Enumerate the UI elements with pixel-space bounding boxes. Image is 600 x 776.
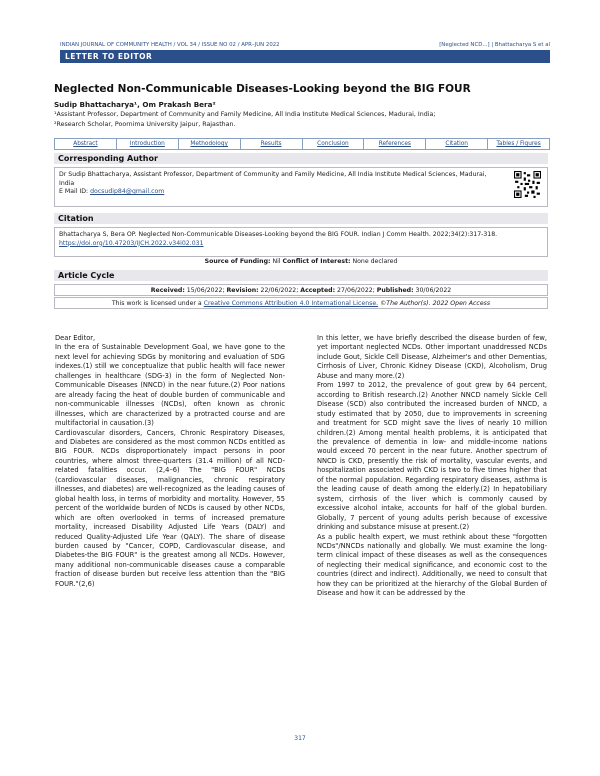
cycle-dates xyxy=(54,284,548,296)
journal-info: INDIAN JOURNAL OF COMMUNITY HEALTH / VOL 34 / ISSUE NO 02 / APR–JUN 2022 xyxy=(60,42,280,48)
article-authors: Sudip Bhattacharya¹, Om Prakash Bera² xyxy=(54,100,216,109)
published-date: 30/06/2022 xyxy=(413,287,452,294)
running-header xyxy=(60,42,550,48)
nav-introduction[interactable]: Introduction xyxy=(117,139,179,149)
published-label: Published: xyxy=(376,287,414,294)
funding-line xyxy=(54,258,548,265)
accepted-label: Accepted: xyxy=(300,287,336,294)
corresponding-heading: Corresponding Author xyxy=(58,154,158,163)
citation-heading-bar xyxy=(54,213,548,224)
license-prefix: This work is licensed under a xyxy=(111,300,204,307)
body-paragraph: As a public health expert, we must rethink about these "forgotten NCDs"/NNCDs nationally and globally. We must examine the long-term clinical impact of these diseases as well as the consequences of neglecting their medical significance, and economic cost to the countries (direct and indirect). Additionally, we need to consult that how they can be prioritized at the hierarchy of the Global Burden of Disease and how it can be addressed by the xyxy=(317,532,547,598)
received-date: 15/06/2022; xyxy=(184,287,227,294)
nav-results[interactable]: Results xyxy=(241,139,303,149)
conflict-value: None declared xyxy=(350,258,398,265)
license-suffix: ©The Author(s). 2022 Open Access xyxy=(378,300,491,307)
nav-conclusion[interactable]: Conclusion xyxy=(303,139,365,149)
funding-label: Source of Funding: xyxy=(204,258,271,265)
nav-citation[interactable]: Citation xyxy=(426,139,488,149)
citation-box xyxy=(54,227,548,257)
corresponding-box xyxy=(54,167,548,207)
conflict-label: Conflict of Interest: xyxy=(282,258,351,265)
doi-link[interactable]: https://doi.org/10.47203/IJCH.2022.v34i02.031 xyxy=(59,239,204,247)
cycle-heading-bar xyxy=(54,270,548,281)
nav-methodology[interactable]: Methodology xyxy=(179,139,241,149)
corresponding-text: Dr Sudip Bhattacharya, Assistant Professor, Department of Community and Family Medicine, All India Institute Medical Sciences, Madurai, India xyxy=(59,171,487,187)
body-left-column xyxy=(55,334,285,589)
nav-tables-figures[interactable]: Tables / Figures xyxy=(496,141,541,147)
nav-references[interactable]: References xyxy=(364,139,426,149)
revision-label: Revision: xyxy=(226,287,259,294)
running-title: [Neglected NCD...] | Bhattacharya S et al xyxy=(439,42,550,48)
section-bar xyxy=(60,50,550,63)
accepted-date: 27/06/2022; xyxy=(335,287,377,294)
page-number: 317 xyxy=(294,735,306,742)
qr-code-icon xyxy=(514,171,541,198)
section-label: LETTER TO EDITOR xyxy=(65,52,153,61)
corresponding-heading-bar xyxy=(54,153,548,164)
body-paragraph: Cardiovascular disorders, Cancers, Chronic Respiratory Diseases, and Diabetes are considered as the most common NCDs entitled as BIG FOUR. NCDs disproportionately impact persons in poor countries, where almost three-quarters (31.4 million) of all NCD-related fatalities occur. (2,4–6) The "BIG FOUR" NCDs (cardiovascular diseases, malignancies, chronic respiratory illnesses, and diabetes) are well-recognized as the leading causes of global health loss, in terms of morbidity and mortality. However, 55 percent of the worldwide burden of NCDs is caused by other NCDs, which are often overlooked in terms of increased premature mortality, increased Disability Adjusted Life Years (DALY) and reduced Quality-Adjusted Life Year (QALY). The share of disease burden caused by "Cancer, COPD, Cardiovascular disease, and Diabetes-the BIG FOUR" is the greatest among all NCDs. However, many additional non-communicable diseases cause a comparable fraction of disease burden but receive less attention than the "BIG FOUR."(2,6) xyxy=(55,428,285,588)
salutation: Dear Editor, xyxy=(55,334,96,342)
body-paragraph: In the era of Sustainable Development Goal, we have gone to the next level for achieving SDGs by monitoring and evaluation of SDG indexes.(1) still we conceptualize that public health will face newer challenges in healthcare (SDG-3) in the form of Neglected Non-Communicable Diseases (NNCD) in the near future.(2) Poor nations are already facing the heat of double burden of communicable and non-communicable illnesses (NCDs), often known as chronic illnesses, which are characterized by a protracted course and are multifactorial in causation.(3) xyxy=(55,343,285,428)
article-title: Neglected Non-Communicable Diseases-Looking beyond the BIG FOUR xyxy=(54,83,471,95)
cycle-heading: Article Cycle xyxy=(58,271,115,280)
license-link[interactable]: Creative Commons Attribution 4.0 International License. xyxy=(203,300,379,307)
affiliation-1: ¹Assistant Professor, Department of Community and Family Medicine, All India Institute Medical Sciences, Madurai, India; xyxy=(54,111,436,118)
email-label: E Mail ID: xyxy=(59,188,91,196)
body-paragraph: In this letter, we have briefly described the disease burden of few, yet important neglected NCDs. Other important unaddressed NCDs include Gout, Sickle Cell Disease, Alzheimer's and other Dementias, Cirrhosis of Liver, Chronic Kidney Disease (CKD), Alcoholism, Drug Abuse and many more.(2) xyxy=(317,334,547,380)
funding-value: Nil xyxy=(270,258,283,265)
citation-heading: Citation xyxy=(58,214,94,223)
nav-abstract[interactable]: Abstract xyxy=(55,139,117,149)
affiliation-2: ²Research Scholar, Poornima University Jaipur, Rajasthan. xyxy=(54,121,236,128)
email-link[interactable]: docsudip84@gmail.com xyxy=(90,188,165,196)
body-right-column xyxy=(317,334,547,599)
license-line xyxy=(54,297,548,309)
received-label: Received: xyxy=(150,287,185,294)
revision-date: 22/06/2022; xyxy=(258,287,301,294)
section-nav xyxy=(54,138,550,150)
body-paragraph: From 1997 to 2012, the prevalence of gout grew by 64 percent, according to British research.(2) Another NNCD namely Sickle Cell Disease (SCD) also contributed the increased burden of NNCD, a study estimated that by 2050, due to improvements in screening and treatment for SCD might save the lives of nearly 10 million children.(2) Among mental health problems, it is anticipated that the prevalence of dementia in low- and middle-income nations would exceed 70 percent in the near future. Another spectrum of NNCD is CKD, presently the risk of mortality, vascular events, and hospitalization associated with CKD is two to five times higher that of the normal population. Regarding respiratory diseases, asthma is the leading cause of death among the elderly.(2) In hepatobiliary system, cirrhosis of the liver which is commonly caused by excessive alcohol intake, accounts for half of the global burden. Globally, 7 percent of young adults perish because of excessive drinking and substance misuse at present.(2) xyxy=(317,381,547,532)
citation-text: Bhattacharya S, Bera OP. Neglected Non-Communicable Diseases-Looking beyond the BIG FOUR. Indian J Comm Health. 2022;34(2):317-318. xyxy=(59,231,498,238)
